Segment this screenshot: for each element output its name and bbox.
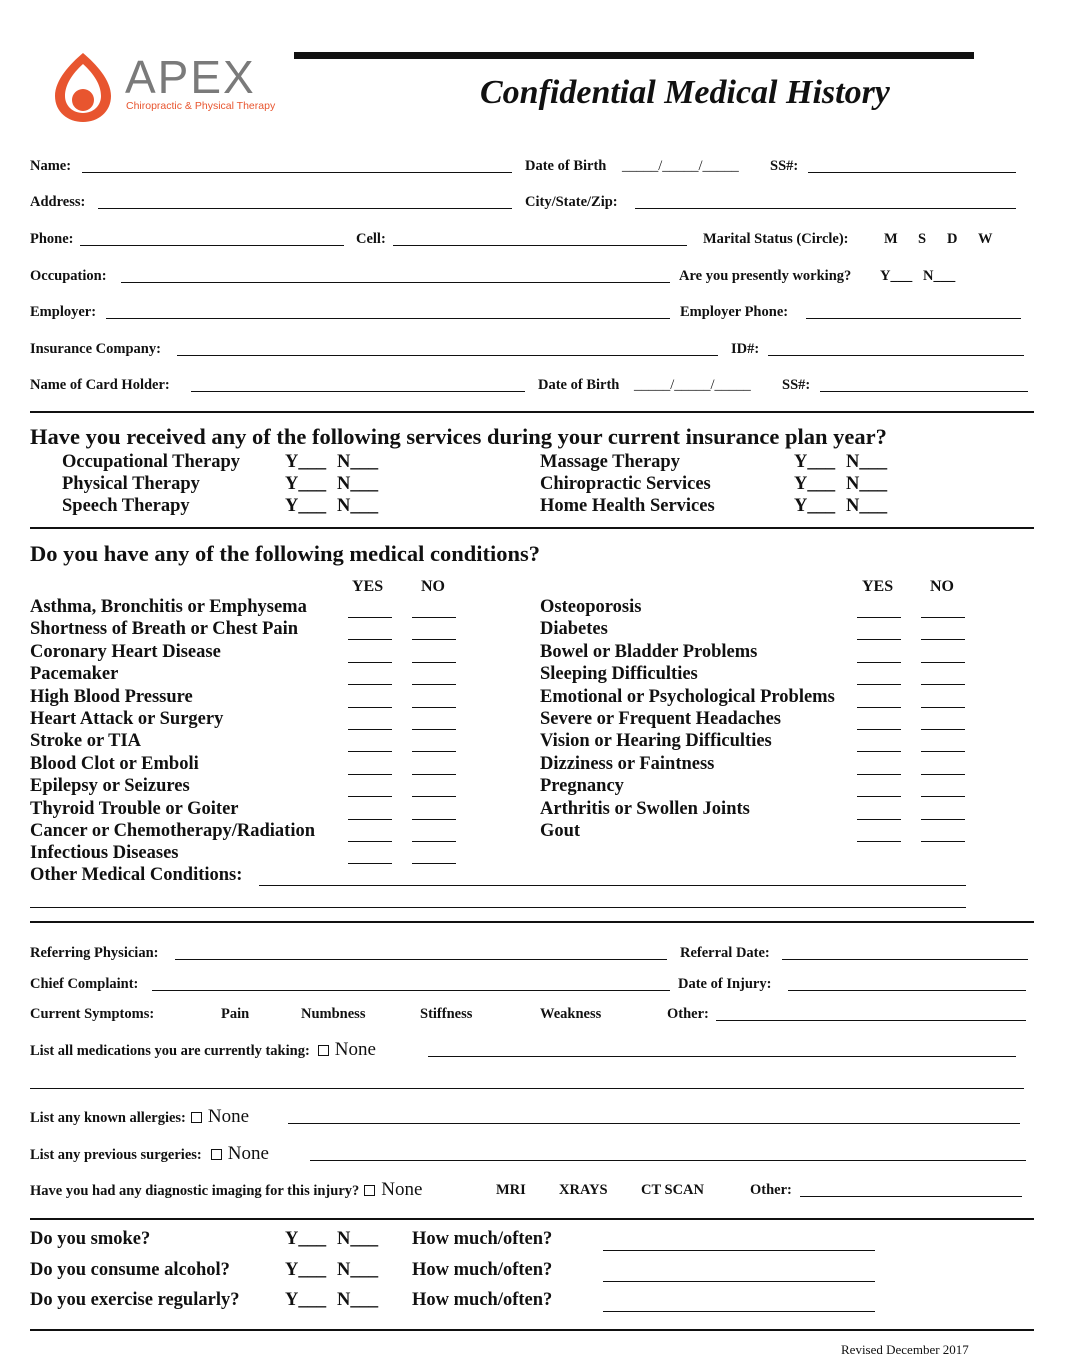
condition-label: Vision or Hearing Difficulties [540, 731, 772, 752]
condition-yes-blank[interactable] [348, 729, 392, 730]
employer-label: Employer: [30, 304, 97, 320]
complaint-label: Chief Complaint: [30, 976, 139, 992]
address-field[interactable] [98, 208, 512, 209]
condition-yes-blank[interactable] [857, 707, 901, 708]
divider [30, 921, 1034, 923]
condition-label: Infectious Diseases [30, 843, 179, 864]
symptom-numbness[interactable]: Numbness [301, 1006, 366, 1022]
ss-field[interactable] [808, 172, 1016, 173]
service-no[interactable]: N___ [337, 452, 379, 472]
condition-no-blank[interactable] [412, 662, 456, 663]
imaging-label [30, 1179, 422, 1201]
condition-yes-blank[interactable] [857, 617, 901, 618]
condition-yes-blank[interactable] [857, 796, 901, 797]
imaging-mri[interactable]: MRI [496, 1182, 526, 1198]
condition-label: Coronary Heart Disease [30, 641, 221, 662]
referring-label: Referring Physician: [30, 945, 159, 961]
condition-label: High Blood Pressure [30, 686, 193, 707]
condition-label: Heart Attack or Surgery [30, 709, 224, 729]
other-conditions-field[interactable] [259, 885, 966, 886]
condition-yes-blank[interactable] [348, 617, 392, 618]
yes-header: YES [862, 578, 894, 595]
condition-label: Pregnancy [540, 776, 624, 797]
lifestyle-yes[interactable]: Y___ [285, 1259, 327, 1280]
meds-text: List all medications you are currently taking: [30, 1043, 310, 1059]
marital-label: Marital Status (Circle): [703, 231, 849, 247]
service-no[interactable]: N___ [337, 496, 379, 516]
condition-label: Diabetes [540, 619, 608, 640]
other-conditions-label: Other Medical Conditions: [30, 865, 243, 885]
meds-none-checkbox[interactable] [318, 1045, 329, 1056]
surgeries-label [30, 1143, 269, 1165]
no-header: NO [930, 578, 954, 595]
referral-date-field[interactable] [782, 959, 1028, 960]
symptom-other-label: Other: [667, 1006, 709, 1022]
condition-yes-blank[interactable] [857, 684, 901, 685]
symptom-weakness[interactable]: Weakness [540, 1006, 602, 1022]
condition-label: Osteoporosis [540, 597, 642, 617]
lifestyle-no[interactable]: N___ [337, 1290, 379, 1310]
condition-label: Gout [540, 821, 581, 841]
condition-yes-blank[interactable] [348, 707, 392, 708]
condition-no-blank[interactable] [412, 863, 456, 864]
employer-phone-label: Employer Phone: [680, 304, 789, 320]
condition-no-blank[interactable] [921, 639, 965, 640]
service-yes[interactable]: Y___ [285, 452, 327, 472]
other-conditions-field-2[interactable] [30, 907, 966, 908]
surgeries-text: List any previous surgeries: [30, 1147, 202, 1163]
name-field[interactable] [82, 172, 512, 173]
city-label: City/State/Zip: [525, 194, 618, 210]
symptom-stiffness[interactable]: Stiffness [420, 1006, 473, 1022]
allergies-none-label: None [207, 1106, 250, 1127]
divider [30, 411, 1034, 413]
occupation-field[interactable] [121, 282, 670, 283]
lifestyle-question: Do you exercise regularly? [30, 1290, 240, 1310]
surgeries-none-label: None [227, 1143, 269, 1164]
phone-label: Phone: [30, 231, 74, 247]
condition-no-blank[interactable] [921, 774, 965, 775]
holder-ss-field[interactable] [820, 391, 1028, 392]
condition-no-blank[interactable] [921, 684, 965, 685]
holder-dob-field[interactable]: _____/_____/_____ [634, 377, 751, 393]
dob-label: Date of Birth [525, 158, 607, 174]
holder-ss-label: SS#: [782, 377, 811, 393]
imaging-text: Have you had any diagnostic imaging for this injury? [30, 1183, 360, 1199]
condition-yes-blank[interactable] [348, 796, 392, 797]
service-yes[interactable]: Y___ [794, 474, 836, 494]
service-label: Massage Therapy [540, 452, 680, 472]
condition-yes-blank[interactable] [348, 774, 392, 775]
condition-label: Bowel or Bladder Problems [540, 641, 758, 662]
lifestyle-how-field[interactable] [603, 1281, 875, 1282]
meds-field-2[interactable] [30, 1088, 1024, 1089]
lifestyle-how-label: How much/often? [412, 1259, 553, 1280]
service-label: Physical Therapy [62, 474, 200, 494]
meds-label [30, 1039, 376, 1061]
condition-label: Epilepsy or Seizures [30, 776, 190, 797]
service-no[interactable]: N___ [846, 452, 888, 472]
title-rule [294, 52, 974, 59]
yes-header: YES [352, 578, 384, 595]
lifestyle-yes[interactable]: Y___ [285, 1290, 327, 1310]
imaging-other-label: Other: [750, 1182, 792, 1198]
service-label: Chiropractic Services [540, 474, 711, 494]
divider [30, 1329, 1034, 1331]
condition-no-blank[interactable] [412, 819, 456, 820]
service-label: Speech Therapy [62, 496, 190, 516]
condition-no-blank[interactable] [412, 841, 456, 842]
employer-field[interactable] [106, 318, 670, 319]
condition-no-blank[interactable] [921, 819, 965, 820]
allergies-label [30, 1106, 249, 1128]
marital-w[interactable]: W [978, 231, 993, 247]
insurance-label: Insurance Company: [30, 341, 161, 357]
no-header: NO [421, 578, 445, 595]
dob-field[interactable]: _____/_____/_____ [622, 158, 739, 174]
allergies-text: List any known allergies: [30, 1110, 186, 1126]
marital-d[interactable]: D [947, 231, 958, 247]
service-yes[interactable]: Y___ [794, 496, 836, 516]
apex-logo [50, 50, 276, 125]
condition-yes-blank[interactable] [348, 639, 392, 640]
condition-yes-blank[interactable] [857, 662, 901, 663]
condition-no-blank[interactable] [921, 751, 965, 752]
ss-label: SS#: [770, 158, 799, 174]
surgeries-field[interactable] [310, 1160, 1026, 1161]
meds-field[interactable] [428, 1056, 1016, 1057]
conditions-question: Do you have any of the following medical conditions? [30, 541, 541, 566]
city-field[interactable] [635, 208, 1016, 209]
symptom-pain[interactable]: Pain [221, 1006, 250, 1022]
referring-field[interactable] [175, 959, 667, 960]
imaging-ct[interactable]: CT SCAN [641, 1182, 704, 1198]
divider [30, 527, 1034, 529]
allergies-none-checkbox[interactable] [191, 1112, 202, 1123]
condition-yes-blank[interactable] [348, 819, 392, 820]
allergies-field[interactable] [288, 1123, 1020, 1124]
lifestyle-no[interactable]: N___ [337, 1259, 379, 1280]
working-no[interactable]: N___ [923, 268, 956, 284]
condition-no-blank[interactable] [921, 729, 965, 730]
lifestyle-how-field[interactable] [603, 1311, 875, 1312]
condition-yes-blank[interactable] [857, 774, 901, 775]
condition-label: Cancer or Chemotherapy/Radiation [30, 821, 316, 841]
condition-yes-blank[interactable] [857, 819, 901, 820]
condition-no-blank[interactable] [412, 729, 456, 730]
condition-no-blank[interactable] [412, 796, 456, 797]
condition-yes-blank[interactable] [348, 841, 392, 842]
card-holder-label: Name of Card Holder: [30, 377, 170, 393]
imaging-xrays[interactable]: XRAYS [559, 1182, 608, 1198]
condition-no-blank[interactable] [412, 684, 456, 685]
apex-drop-icon [50, 50, 116, 124]
insurance-field[interactable] [177, 355, 718, 356]
condition-label: Dizziness or Faintness [540, 753, 715, 774]
employer-phone-field[interactable] [806, 318, 1021, 319]
referral-date-label: Referral Date: [680, 945, 770, 961]
page-title: Confidential Medical History [480, 74, 890, 111]
condition-yes-blank[interactable] [348, 662, 392, 663]
lifestyle-how-label: How much/often? [412, 1229, 553, 1249]
imaging-other-field[interactable] [800, 1196, 1022, 1197]
complaint-field[interactable] [152, 990, 670, 991]
condition-no-blank[interactable] [412, 617, 456, 618]
condition-label: Blood Clot or Emboli [30, 753, 199, 774]
cell-field[interactable] [393, 245, 687, 246]
brand-name: APEX [125, 51, 256, 103]
working-yes[interactable]: Y___ [880, 268, 913, 284]
lifestyle-question: Do you consume alcohol? [30, 1259, 230, 1280]
brand-tagline: Chiropractic & Physical Therapy [126, 100, 276, 112]
working-label: Are you presently working? [679, 268, 852, 284]
lifestyle-how-field[interactable] [603, 1250, 875, 1251]
condition-yes-blank[interactable] [857, 751, 901, 752]
surgeries-none-checkbox[interactable] [211, 1149, 222, 1160]
lifestyle-question: Do you smoke? [30, 1229, 151, 1249]
injury-date-label: Date of Injury: [678, 976, 772, 992]
service-yes[interactable]: Y___ [285, 474, 327, 494]
condition-label: Shortness of Breath or Chest Pain [30, 619, 299, 640]
name-label: Name: [30, 158, 72, 174]
phone-field[interactable] [80, 245, 344, 246]
service-no[interactable]: N___ [846, 474, 888, 494]
occupation-label: Occupation: [30, 268, 107, 284]
condition-yes-blank[interactable] [857, 729, 901, 730]
imaging-none-label: None [381, 1179, 423, 1200]
symptoms-label: Current Symptoms: [30, 1006, 155, 1022]
condition-no-blank[interactable] [412, 639, 456, 640]
service-no[interactable]: N___ [337, 474, 379, 494]
service-label: Occupational Therapy [62, 452, 240, 472]
condition-no-blank[interactable] [921, 662, 965, 663]
marital-m[interactable]: M [884, 231, 898, 247]
condition-label: Arthritis or Swollen Joints [540, 798, 750, 819]
marital-s[interactable]: S [918, 231, 927, 247]
id-label: ID#: [731, 341, 760, 357]
divider [30, 1218, 1034, 1220]
revision-note: Revised December 2017 [841, 1342, 969, 1357]
cell-label: Cell: [356, 231, 386, 247]
condition-no-blank[interactable] [412, 774, 456, 775]
condition-label: Thyroid Trouble or Goiter [30, 798, 239, 819]
services-question: Have you received any of the following services during your current insurance plan year? [30, 424, 887, 449]
address-label: Address: [30, 194, 86, 210]
condition-yes-blank[interactable] [857, 841, 901, 842]
condition-yes-blank[interactable] [348, 751, 392, 752]
lifestyle-no[interactable]: N___ [337, 1229, 379, 1249]
lifestyle-yes[interactable]: Y___ [285, 1229, 327, 1249]
condition-label: Pacemaker [30, 664, 119, 685]
card-holder-field[interactable] [191, 391, 525, 392]
injury-date-field[interactable] [788, 990, 1026, 991]
condition-no-blank[interactable] [921, 841, 965, 842]
lifestyle-how-label: How much/often? [412, 1290, 553, 1310]
service-yes[interactable]: Y___ [794, 452, 836, 472]
symptom-other-field[interactable] [716, 1020, 1026, 1021]
condition-label: Stroke or TIA [30, 731, 142, 752]
meds-none-label: None [334, 1039, 376, 1060]
condition-no-blank[interactable] [412, 707, 456, 708]
condition-label: Asthma, Bronchitis or Emphysema [30, 597, 307, 617]
id-field[interactable] [768, 355, 1024, 356]
service-label: Home Health Services [540, 496, 715, 516]
condition-no-blank[interactable] [921, 796, 965, 797]
condition-yes-blank[interactable] [857, 639, 901, 640]
imaging-none-checkbox[interactable] [364, 1185, 375, 1196]
service-no[interactable]: N___ [846, 496, 888, 516]
condition-label: Emotional or Psychological Problems [540, 686, 835, 707]
condition-yes-blank[interactable] [348, 684, 392, 685]
service-yes[interactable]: Y___ [285, 496, 327, 516]
condition-label: Sleeping Difficulties [540, 664, 698, 685]
condition-no-blank[interactable] [921, 617, 965, 618]
condition-no-blank[interactable] [921, 707, 965, 708]
holder-dob-label: Date of Birth [538, 377, 620, 393]
condition-yes-blank[interactable] [348, 863, 392, 864]
condition-no-blank[interactable] [412, 751, 456, 752]
condition-label: Severe or Frequent Headaches [540, 709, 781, 729]
